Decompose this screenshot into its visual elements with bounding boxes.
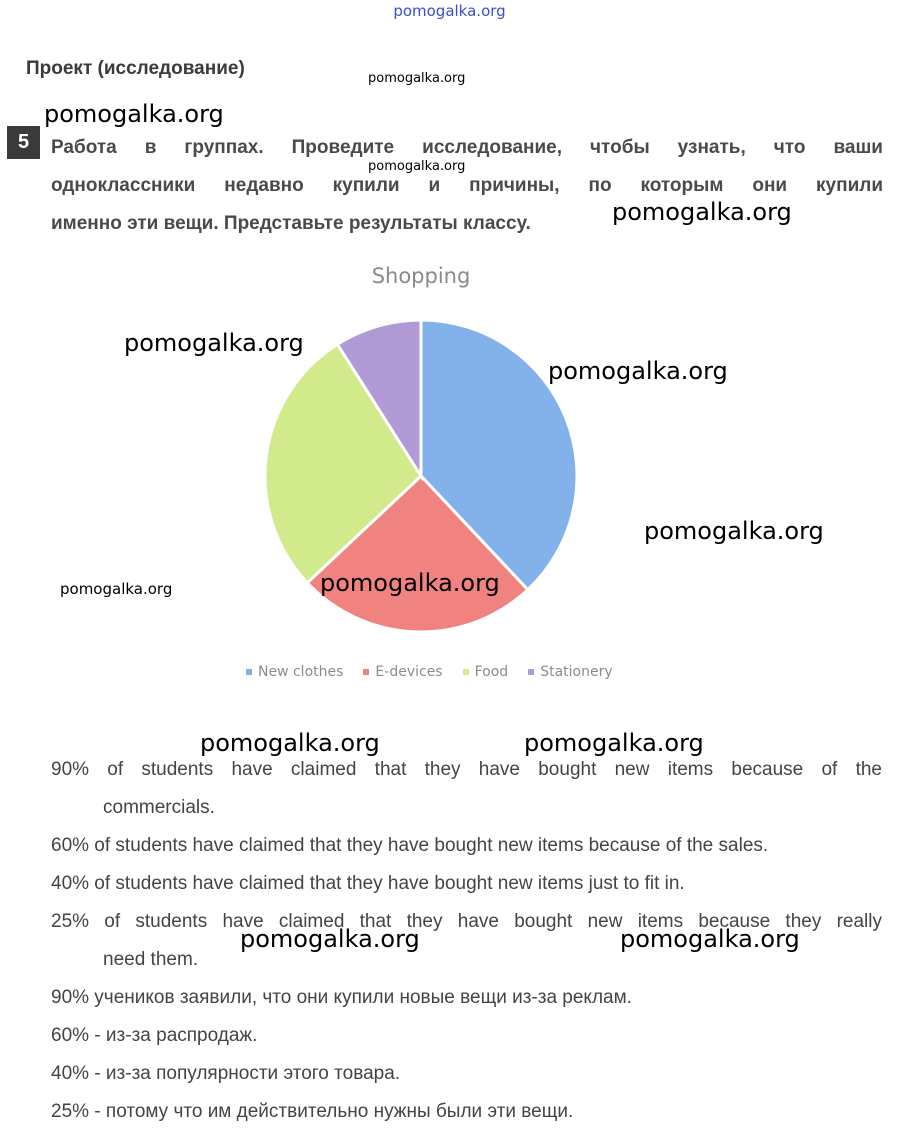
watermark: pomogalka.org [612,198,792,226]
task-line-2: одноклассники недавно купили и причины, по которым они купили [51,175,883,196]
english-line: commercials. [103,797,215,818]
watermark: pomogalka.org [524,729,704,757]
chart-title: Shopping [371,264,471,288]
russian-line: 60% - из-за распродаж. [51,1025,258,1046]
legend-label: E-devices [375,664,443,680]
watermark: pomogalka.org [620,925,800,953]
watermark: pomogalka.org [644,517,824,545]
section-header: Проект (исследование) [26,58,245,79]
legend-swatch [363,669,369,675]
legend-label: Food [474,664,509,680]
legend-label: Stationery [540,664,613,680]
russian-results [51,979,882,1131]
chart-legend [246,664,613,680]
watermark: pomogalka.org [320,569,500,597]
legend-swatch [246,669,252,675]
russian-line: 25% - потому что им действительно нужны были эти вещи. [51,1101,574,1122]
watermark: pomogalka.org [44,100,224,128]
russian-line: 40% - из-за популярности этого товара. [51,1063,401,1084]
task-line-1: Работа в группах. Проведите исследование, чтобы узнать, что ваши [51,137,883,158]
english-line: 40% of students have claimed that they have bought new items just to fit in. [51,873,685,894]
legend-item [463,664,509,680]
watermark: pomogalka.org [60,580,173,598]
legend-item [528,664,612,680]
english-line: need them. [103,949,199,970]
english-line: 60% of students have claimed that they have bought new items because of the sales. [51,835,769,856]
watermark: pomogalka.org [200,729,380,757]
top-watermark-link[interactable]: pomogalka.org [393,2,506,20]
task-line-3: именно эти вещи. Представьте результаты классу. [51,213,531,234]
english-line: 25% of students have claimed that they have bought new items because they really [51,911,882,932]
watermark: pomogalka.org [124,329,304,357]
legend-swatch [463,669,469,675]
english-line: 90% of students have claimed that they have bought new items because of the [51,759,882,780]
watermark: pomogalka.org [368,71,466,86]
legend-item [363,664,442,680]
watermark: pomogalka.org [368,159,466,174]
legend-item [246,664,343,680]
legend-swatch [528,669,534,675]
watermark: pomogalka.org [240,925,420,953]
task-number-badge: 5 [7,126,40,159]
russian-line: 90% учеников заявили, что они купили новые вещи из-за реклам. [51,987,632,1008]
watermark: pomogalka.org [548,357,728,385]
legend-label: New clothes [258,664,344,680]
